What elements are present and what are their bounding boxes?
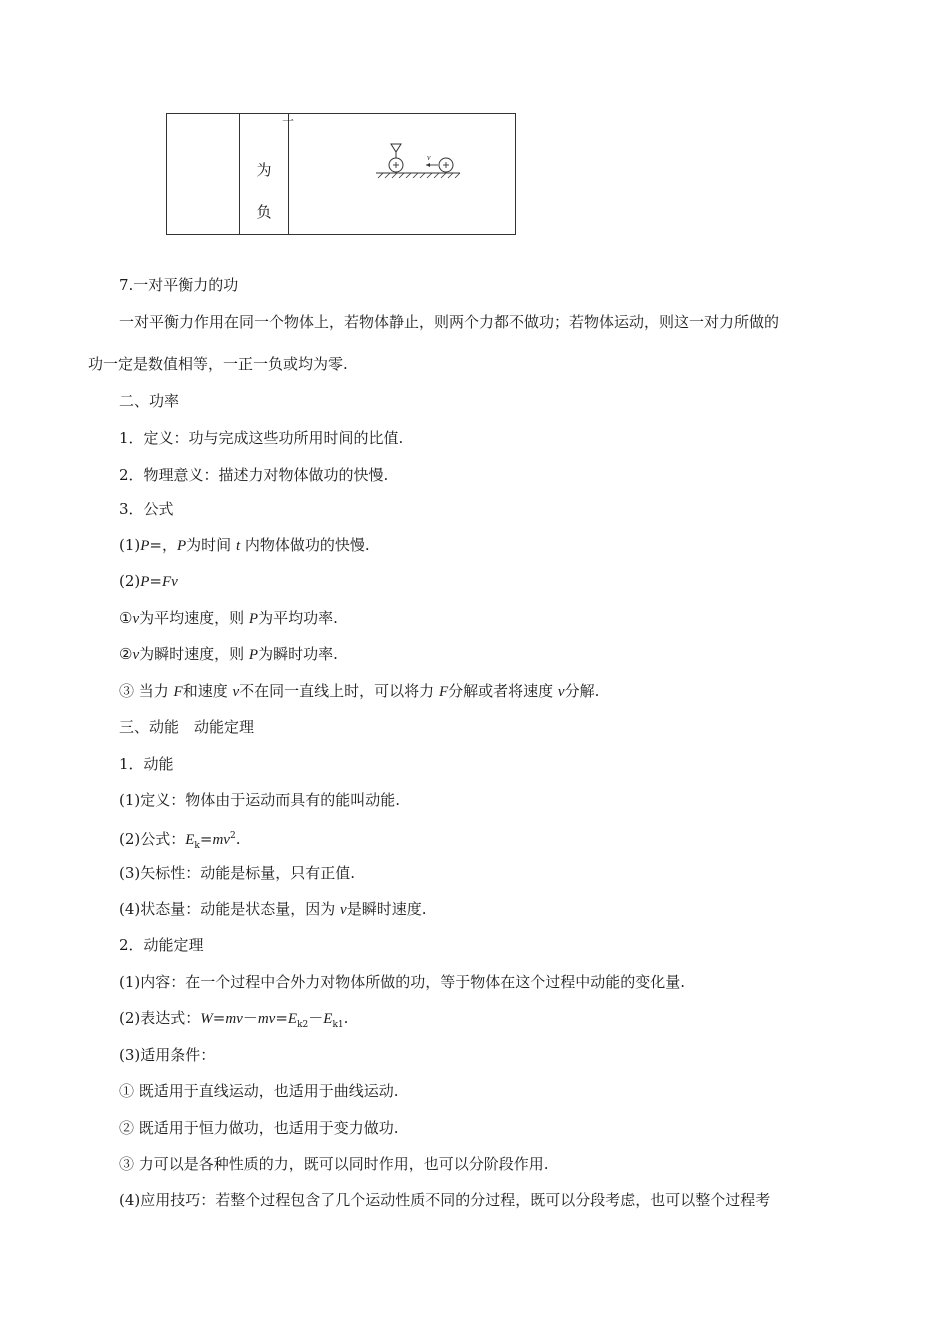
kinetic-definition: (1)定义：物体由于运动而具有的能叫动能. bbox=[119, 791, 401, 809]
condition-1: ① 既适用于直线运动，也适用于曲线运动. bbox=[119, 1082, 399, 1100]
velocity-label: v bbox=[427, 153, 431, 162]
ground-hatch bbox=[378, 173, 460, 178]
heading-power: 二、功率 bbox=[119, 392, 180, 410]
kinetic-scalar: (3)矢标性：动能是标量，只有正值. bbox=[119, 864, 356, 882]
application-tip: (4)应用技巧：若整个过程包含了几个运动性质不同的分过程，既可以分段考虑，也可以整个过程考 bbox=[119, 1191, 771, 1209]
theorem-content: (1)内容：在一个过程中合外力对物体所做的功，等于物体在这个过程中动能的变化量. bbox=[119, 973, 686, 991]
case-decompose: ③ 当力 F和速度 v不在同一直线上时，可以将力 F分解或者将速度 v分解. bbox=[119, 682, 600, 700]
table-divider-2 bbox=[288, 114, 289, 234]
theorem-expression: (2)表达式：$W=mv-mv=E_{k2}-E_{k1}$. bbox=[119, 1009, 349, 1030]
section-7-para-line1: 一对平衡力作用在同一个物体上，若物体静止，则两个力都不做功；若物体运动，则这一对力所做的 bbox=[119, 313, 780, 331]
formula-2: (2)P=Fv bbox=[119, 572, 178, 590]
formula-1: (1)P=，P为时间 t 内物体做功的快慢. bbox=[119, 536, 370, 554]
kinetic-state: (4)状态量：动能是状态量，因为 v是瞬时速度. bbox=[119, 900, 427, 918]
physics-diagram bbox=[374, 140, 464, 184]
condition-3: ③ 力可以是各种性质的力，既可以同时作用，也可以分阶段作用. bbox=[119, 1155, 549, 1173]
table-divider-1 bbox=[239, 114, 240, 234]
theorem-conditions: (3)适用条件： bbox=[119, 1046, 216, 1064]
power-meaning: 2．物理意义：描述力对物体做功的快慢. bbox=[119, 466, 389, 484]
kinetic-formula: (2)公式：$E_k=mv^2$. bbox=[119, 830, 241, 851]
power-formula-title: 3．公式 bbox=[119, 500, 174, 518]
power-definition: 1．定义：功与完成这些功所用时间的比值. bbox=[119, 429, 404, 447]
kinetic-title: 1．动能 bbox=[119, 755, 174, 773]
condition-2: ② 既适用于恒力做功，也适用于变力做功. bbox=[119, 1119, 399, 1137]
theorem-title: 2．动能定理 bbox=[119, 936, 204, 954]
heading-kinetic-energy: 三、动能 动能定理 bbox=[119, 718, 255, 736]
support-triangle bbox=[391, 144, 401, 152]
section-7-para-line2: 功一定是数值相等，一正一负或均为零. bbox=[88, 355, 348, 373]
case-instant-velocity: ②v为瞬时速度，则 P为瞬时功率. bbox=[119, 645, 338, 663]
section-7-title: 7.一对平衡力的功 bbox=[119, 276, 239, 294]
table-cell-dash: 一 bbox=[282, 114, 295, 128]
case-average-velocity: ①v为平均速度，则 P为平均功率. bbox=[119, 609, 338, 627]
table-cell-char-wei: 为 bbox=[256, 161, 272, 179]
table-cell-char-fu: 负 bbox=[256, 203, 272, 221]
